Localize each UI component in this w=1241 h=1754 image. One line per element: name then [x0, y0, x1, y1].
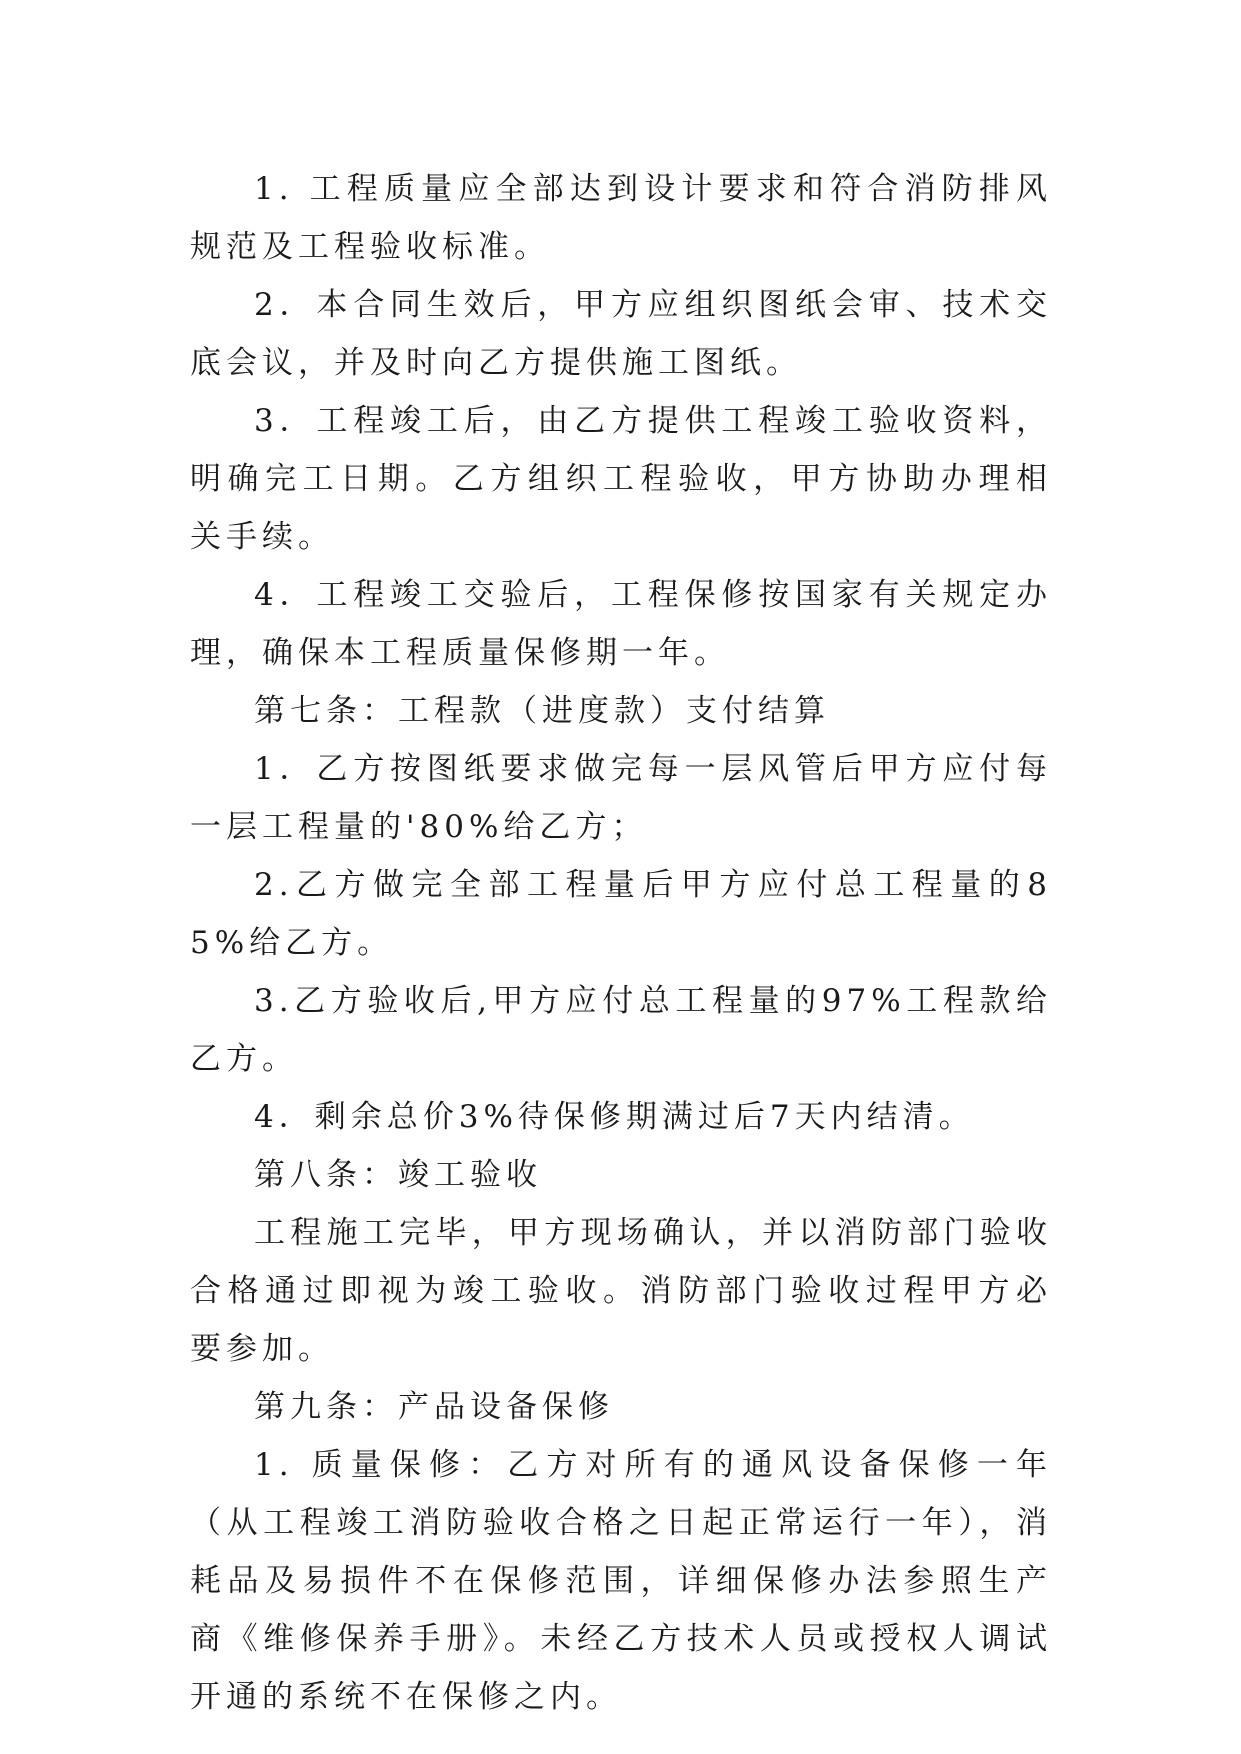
article-8-heading: 第八条：竣工验收 — [254, 1157, 542, 1193]
paragraph-quality-warranty: 1. 质量保修：乙方对所有的通风设备保修一年（从工程竣工消防验收合格之日起正常运行一年），消耗品及易损件不在保修范围，详细保修办法参照生产商《维修保养手册》。未经乙方技术人员或授权人调试开通的系统不在保修之内。 — [190, 1447, 1052, 1715]
article-9-heading: 第九条：产品设备保修 — [254, 1389, 614, 1425]
paragraph-quality-standard: 1. 工程质量应全部达到设计要求和符合消防排风规范及工程验收标准。 — [190, 171, 1052, 265]
paragraph-completion-acceptance: 工程施工完毕，甲方现场确认，并以消防部门验收合格通过即视为竣工验收。消防部门验收过程甲方必要参加。 — [190, 1215, 1052, 1367]
paragraph-drawing-review: 2．本合同生效后，甲方应组织图纸会审、技术交底会议，并及时向乙方提供施工图纸。 — [190, 287, 1052, 381]
article-7-heading: 第七条：工程款（进度款）支付结算 — [254, 693, 830, 729]
paragraph-completion-acceptance-data: 3．工程竣工后，由乙方提供工程竣工验收资料，明确完工日期。乙方组织工程验收，甲方协助办理相关手续。 — [190, 403, 1052, 555]
paragraph-payment-97-percent: 3.乙方验收后,甲方应付总工程量的97%工程款给乙方。 — [190, 983, 1052, 1077]
document-body — [190, 160, 1052, 1726]
paragraph-warranty-period: 4．工程竣工交验后，工程保修按国家有关规定办理，确保本工程质量保修期一年。 — [190, 577, 1052, 671]
paragraph-payment-per-floor: 1．乙方按图纸要求做完每一层风管后甲方应付每一层工程量的'80%给乙方； — [190, 751, 1052, 845]
paragraph-remaining-balance: 4．剩余总价3%待保修期满过后7天内结清。 — [254, 1099, 975, 1135]
paragraph-payment-85-percent: 2.乙方做完全部工程量后甲方应付总工程量的85%给乙方。 — [190, 867, 1052, 961]
